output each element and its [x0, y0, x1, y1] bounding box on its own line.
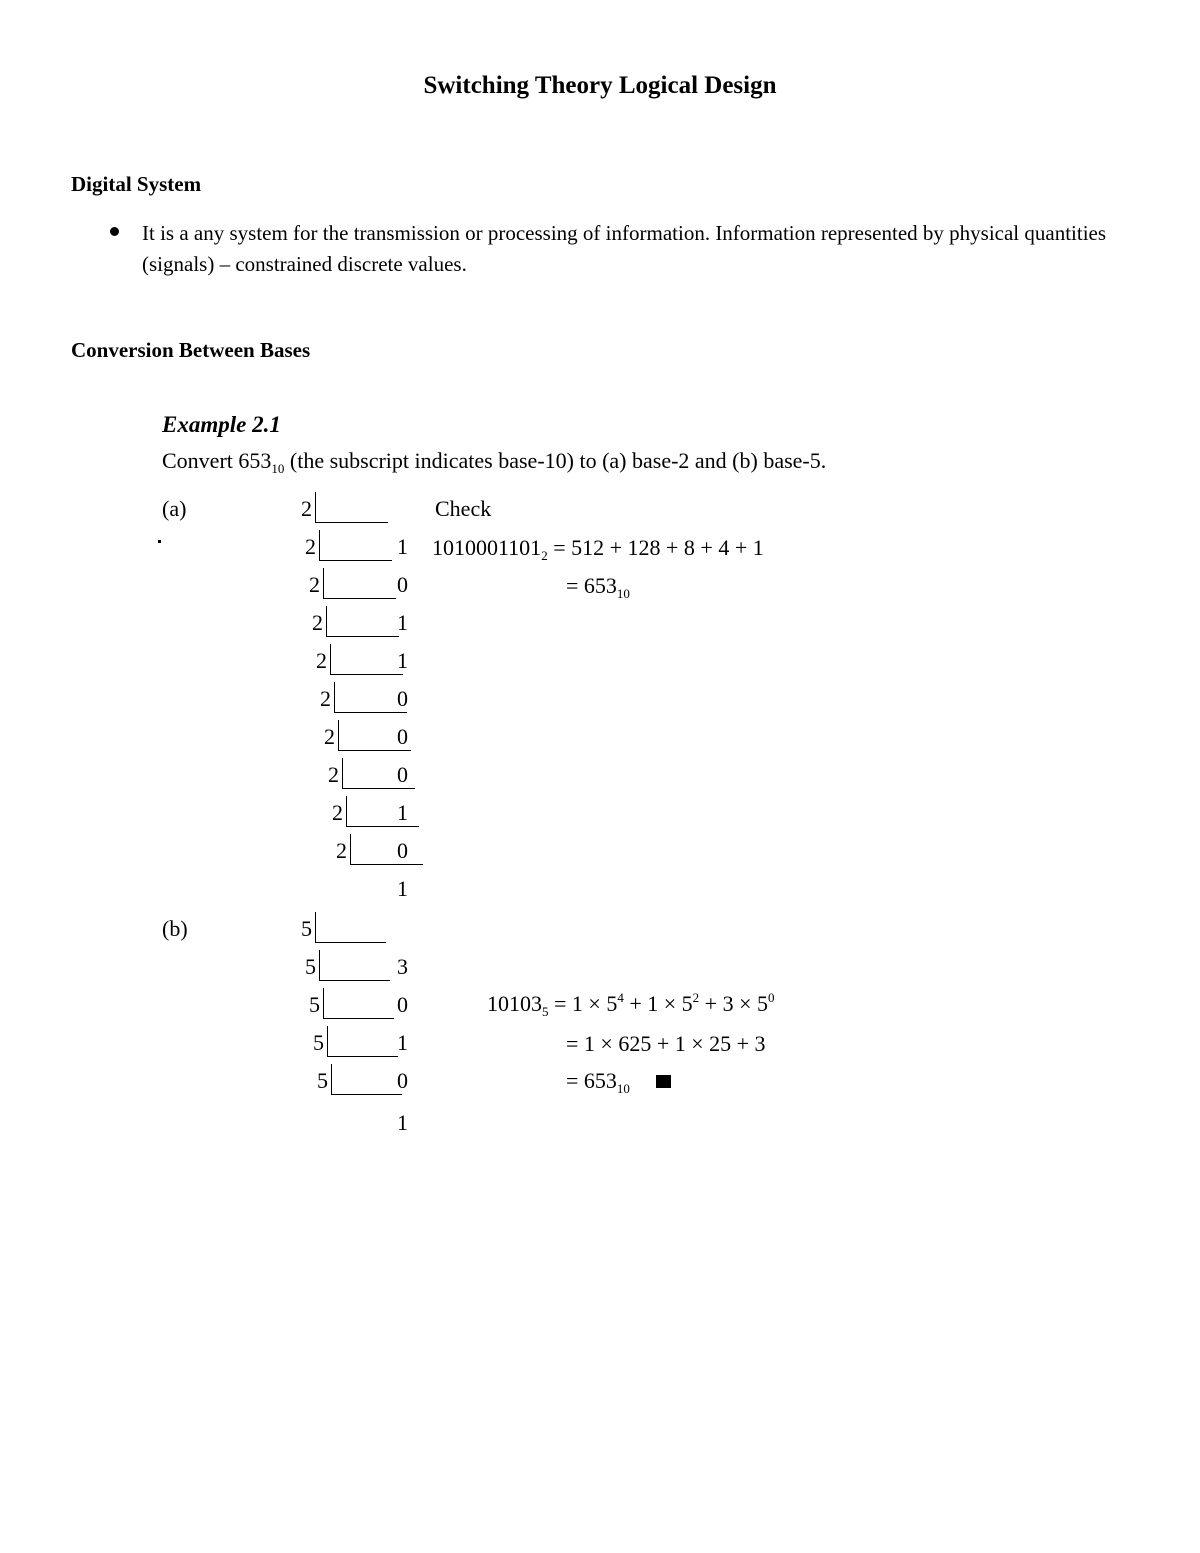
part-b-remainder: 0 [397, 992, 408, 1017]
part-a-divisor: 2 [332, 800, 343, 825]
part-a-divisor: 2 [328, 762, 339, 787]
part-a-division-bracket [346, 796, 419, 827]
part-b-remainder: 1 [397, 1030, 408, 1055]
part-a-remainder: 0 [397, 724, 408, 749]
part-b-division-bracket [319, 950, 390, 981]
part-a-division-bracket [323, 568, 396, 599]
part-b-label: (b) [162, 916, 188, 941]
stray-mark [158, 540, 161, 543]
part-a-divisor: 2 [336, 838, 347, 863]
example-statement [162, 448, 826, 474]
part-a-remainder: 1 [397, 648, 408, 673]
part-b-divisor: 5 [313, 1030, 324, 1055]
part-a-remainder: 1 [397, 610, 408, 635]
exp-2: 2 [692, 990, 700, 1005]
end-of-proof-icon [656, 1075, 671, 1088]
part-b-divisor: 5 [317, 1068, 328, 1093]
part-a-divisor: 2 [316, 648, 327, 673]
part-a-remainder: 0 [397, 686, 408, 711]
part-a-check-line-1 [432, 535, 764, 561]
bullet-icon [110, 227, 119, 236]
term-1: = 1 × 5 [548, 991, 618, 1016]
digital-system-heading: Digital System [71, 172, 202, 196]
digital-system-bullet: It is a any system for the transmission or processing of information. Information represented by physical quantities (signals) – constrained discrete values. [142, 221, 1107, 276]
statement-post: (the subscript indicates base-10) to (a) base-2 and (b) base-5. [284, 448, 827, 473]
check-label: Check [435, 496, 492, 521]
part-a-total: = 653 [566, 573, 617, 598]
binary-expansion: = 512 + 128 + 8 + 4 + 1 [547, 535, 764, 560]
part-a-check-line-2 [566, 573, 630, 599]
part-b-check-line-1 [487, 991, 774, 1017]
term-2: + 1 × 5 [623, 991, 693, 1016]
part-a-divisor: 2 [309, 572, 320, 597]
part-b-remainder: 1 [397, 1110, 408, 1135]
part-a-divisor: 2 [312, 610, 323, 635]
statement-pre: Convert 653 [162, 448, 272, 473]
part-a-remainder: 1 [397, 534, 408, 559]
part-a-division-bracket [319, 530, 392, 561]
part-a-divisor: 2 [305, 534, 316, 559]
part-b-division-bracket [331, 1064, 402, 1095]
conversion-heading: Conversion Between Bases [71, 338, 311, 362]
exp-1: 4 [617, 990, 624, 1005]
base5-result: 10103 [487, 991, 542, 1016]
example-title: Example 2.1 [162, 412, 281, 437]
base5-base: 5 [542, 1004, 549, 1019]
part-a-total-base: 10 [616, 586, 630, 601]
part-a-divisor: 2 [324, 724, 335, 749]
part-b-divisor: 5 [309, 992, 320, 1017]
part-a-remainder: 0 [397, 838, 408, 863]
part-a-divisor: 2 [301, 496, 312, 521]
part-a-remainder: 1 [397, 876, 408, 901]
part-b-total: = 653 [566, 1068, 617, 1093]
part-b-divisor: 5 [301, 916, 312, 941]
part-b-division-bracket [323, 988, 394, 1019]
part-a-division-bracket [350, 834, 423, 865]
part-b-remainder: 0 [397, 1068, 408, 1093]
part-a-label: (a) [162, 496, 187, 521]
part-b-divisor: 5 [305, 954, 316, 979]
part-a-remainder: 1 [397, 800, 408, 825]
part-b-remainder: 3 [397, 954, 408, 979]
term-3: + 3 × 5 [699, 991, 768, 1016]
part-a-division-bracket [330, 644, 403, 675]
exp-3: 0 [767, 990, 775, 1005]
part-a-division-bracket [326, 606, 399, 637]
part-b-total-base: 10 [616, 1081, 630, 1096]
part-a-remainder: 0 [397, 762, 408, 787]
statement-subscript: 10 [271, 461, 285, 476]
part-a-division-bracket [315, 492, 388, 523]
part-b-division-bracket [327, 1026, 398, 1057]
part-b-check-line-3 [566, 1068, 671, 1094]
binary-base: 2 [541, 548, 548, 563]
part-b-division-bracket [315, 912, 386, 943]
part-b-check-line-2: = 1 × 625 + 1 × 25 + 3 [566, 1031, 766, 1056]
page-title: Switching Theory Logical Design [423, 72, 777, 99]
part-a-divisor: 2 [320, 686, 331, 711]
binary-result: 1010001101 [432, 535, 542, 560]
part-a-remainder: 0 [397, 572, 408, 597]
